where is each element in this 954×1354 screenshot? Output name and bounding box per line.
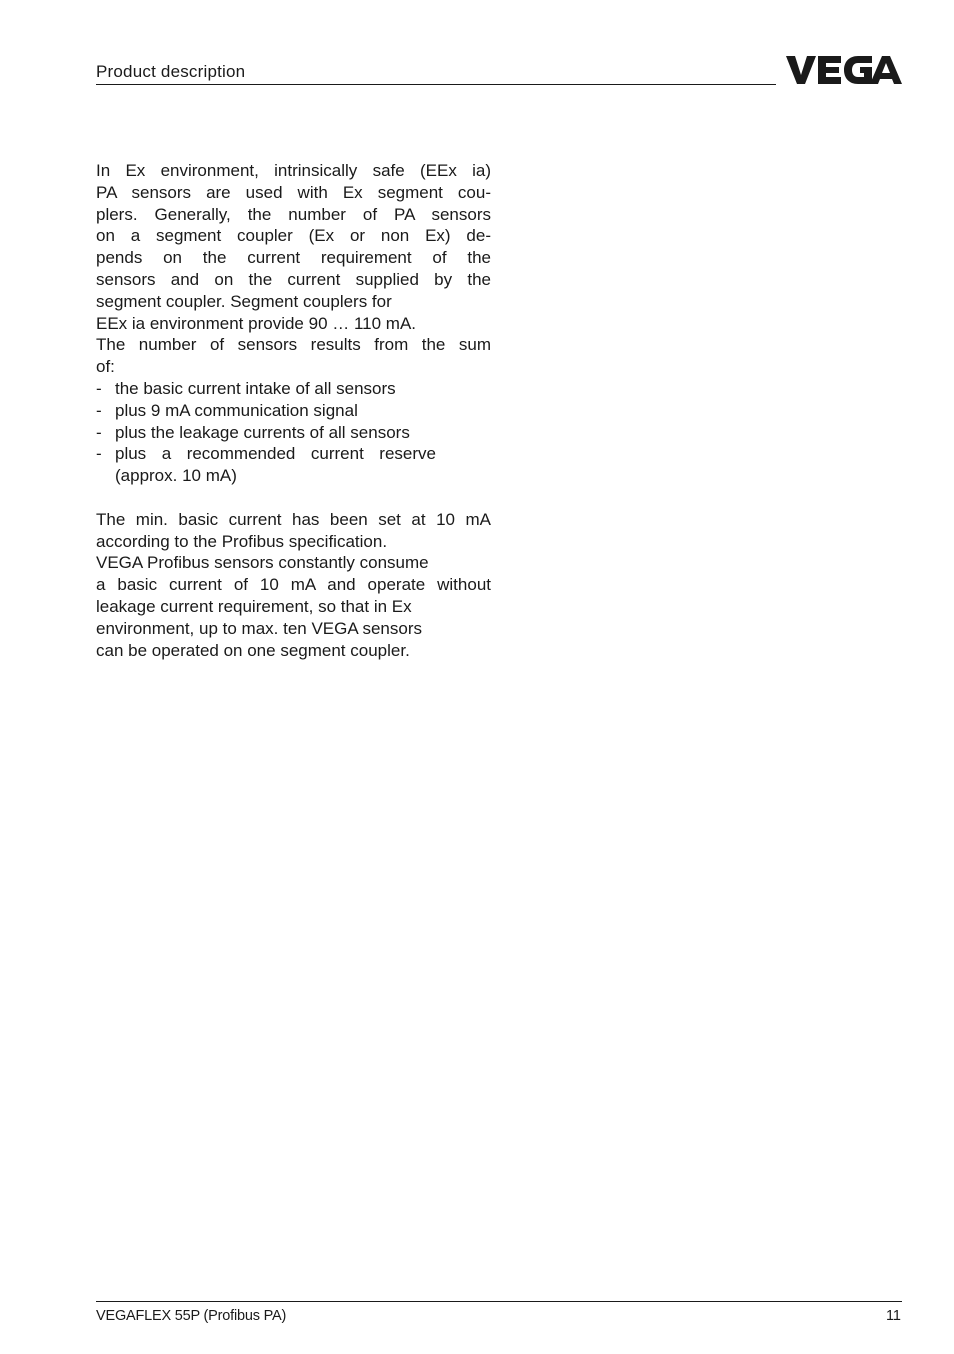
bullet-item [96,443,491,487]
vega-logo [786,55,902,85]
paragraph-line: on a segment coupler (Ex or non Ex) de- [96,226,491,246]
bullet-text: plus the leakage currents of all sensors [115,422,410,442]
bullet-marker: - [96,400,102,420]
paragraph-line: sensors and on the current supplied by the [96,269,491,289]
bullet-marker: - [96,422,102,442]
bullet-item [96,400,491,422]
paragraph-gap [96,487,491,509]
bullet-marker: - [96,378,102,398]
bullet-text: plus 9 mA communication signal [115,400,358,420]
bullet-marker: - [96,444,102,464]
header-rule [96,84,776,85]
paragraph-line: The number of sensors results from the sum [96,335,491,355]
page-number: 11 [885,1308,901,1324]
paragraph-line: plers. Generally, the number of PA sensors [96,204,491,224]
bullet-text-continuation: (approx. 10 mA) [115,466,237,486]
body-text [96,160,491,661]
bullet-item [96,422,491,444]
paragraph-line: a basic current of 10 mA and operate without [96,575,491,595]
paragraph-line: PA sensors are used with Ex segment cou- [96,182,491,202]
paragraph-line: according to the Profibus specification. [96,531,388,551]
paragraph-line: The min. basic current has been set at 10 mA [96,509,491,529]
paragraph-line: pends on the current requirement of the [96,248,491,268]
paragraph-line: VEGA Profibus sensors constantly consume [96,553,429,573]
paragraph-line: EEx ia environment provide 90 … 110 mA. [96,313,417,333]
paragraph-line: leakage current requirement, so that in Ex [96,596,412,616]
footer-document-title: VEGAFLEX 55P (Profibus PA) [96,1308,287,1324]
paragraph-line: of: [96,357,115,377]
paragraph-line: environment, up to max. ten VEGA sensors [96,618,422,638]
footer-rule [96,1301,902,1302]
header-section-title: Product description [96,62,246,81]
paragraph-line: In Ex environment, intrinsically safe (EEx ia) [96,161,491,180]
bullet-text: the basic current intake of all sensors [115,378,396,398]
bullet-text: plus a recommended current reserve [115,444,436,464]
paragraph-line: can be operated on one segment coupler. [96,640,410,660]
bullet-item [96,378,491,400]
paragraph-line: segment coupler. Segment couplers for [96,291,392,311]
